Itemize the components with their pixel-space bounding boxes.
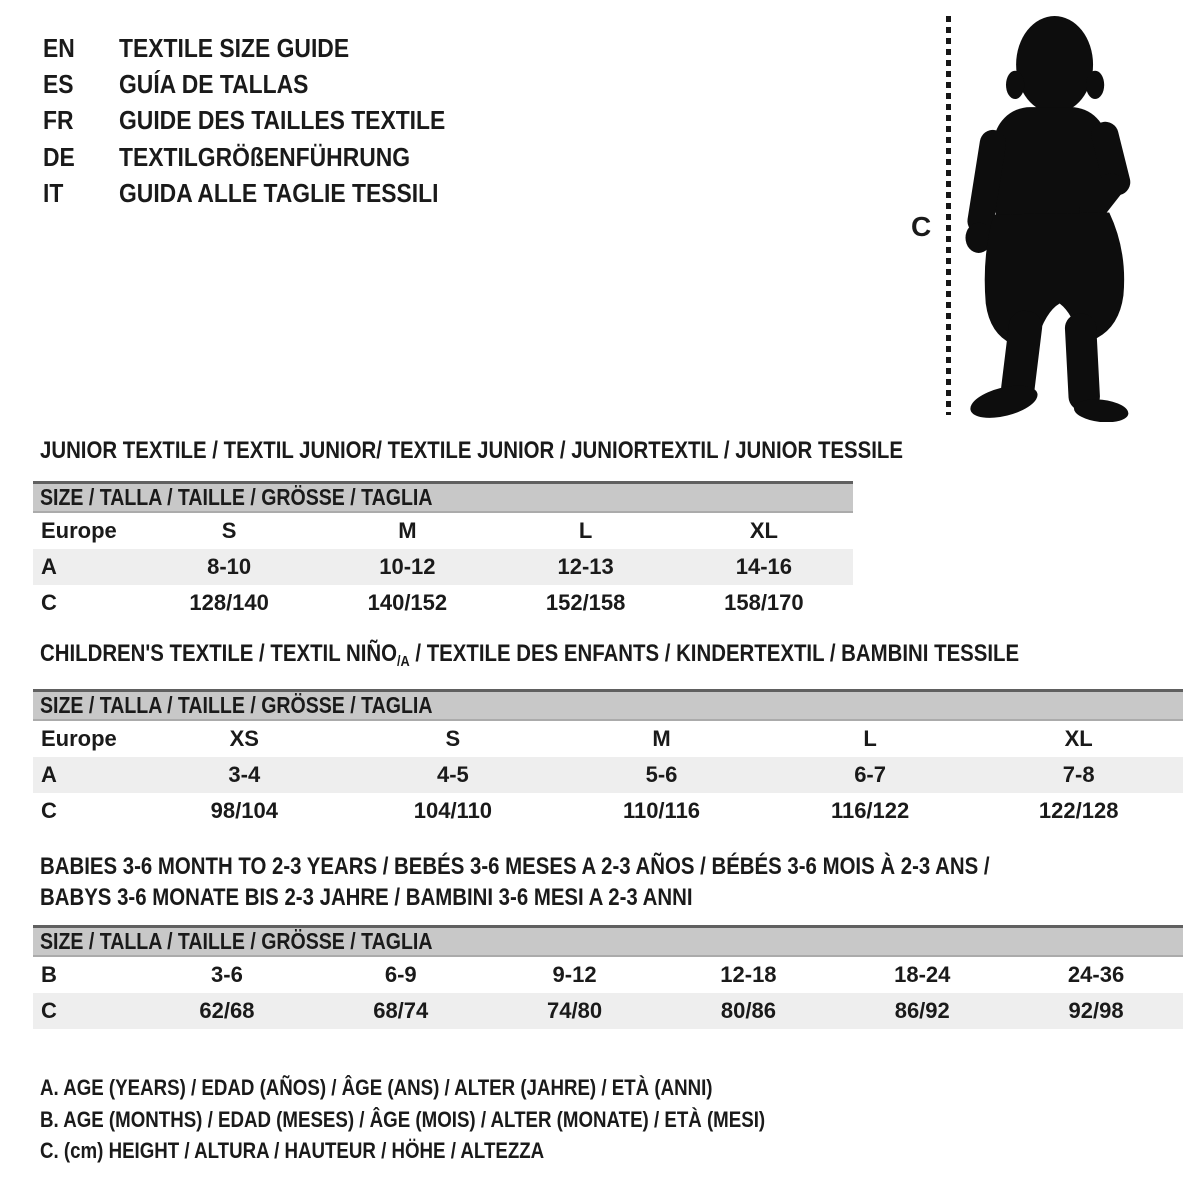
lang-row-it [43,176,490,212]
lang-row-en [43,30,490,66]
lang-label-de: TEXTILGRÖßENFÜHRUNG [119,141,411,172]
age-cell: 9-12 [552,962,597,987]
lang-label-it: GUIDA ALLE TAGLIE TESSILI [119,178,439,209]
lang-label-en: TEXTILE SIZE GUIDE [119,32,350,63]
legend-line-c: C. (cm) HEIGHT / ALTURA / HAUTEUR / HÖHE / ALTEZZA [40,1138,545,1163]
children-size-table [33,689,1183,829]
row-label: Europe [41,518,117,543]
age-cell: 3-4 [228,762,261,787]
row-label: B [41,962,57,987]
age-cell: 18-24 [894,962,951,987]
babies-table-size-header: SIZE / TALLA / TAILLE / GRÖSSE / TAGLIA [33,925,1183,957]
lang-code-it: IT [43,178,64,209]
size-cell: XL [749,518,778,543]
height-cell: 140/152 [367,590,448,615]
lang-label-es: GUÍA DE TALLAS [119,69,309,100]
lang-row-es [43,66,490,102]
height-cell: 92/98 [1068,998,1124,1023]
lang-row-fr [43,103,490,139]
table-row [33,549,853,585]
junior-section-title: JUNIOR TEXTILE / TEXTIL JUNIOR/ TEXTILE JUNIOR / JUNIORTEXTIL / JUNIOR TESSILE [40,437,903,464]
height-cell: 110/116 [622,798,701,823]
height-dashed-line [946,16,951,415]
age-cell: 12-13 [557,554,614,579]
height-cell: 86/92 [894,998,950,1023]
height-cell: 98/104 [210,798,278,823]
height-cell: 122/128 [1038,798,1119,823]
size-cell: S [445,726,461,751]
junior-size-table [33,481,853,621]
lang-code-en: EN [43,32,75,63]
age-cell: 3-6 [211,962,243,987]
baby-silhouette-icon [958,12,1138,422]
row-label: A [41,554,57,579]
height-cell: 62/68 [199,998,255,1023]
legend-line-a: A. AGE (YEARS) / EDAD (AÑOS) / ÂGE (ANS) / ALTER (JAHRE) / ETÀ (ANNI) [40,1075,713,1100]
measurement-legend [40,1072,893,1167]
height-cell: 104/110 [413,798,493,823]
size-cell: L [863,726,877,751]
table-row [33,513,853,549]
row-label: A [41,762,57,787]
height-cell: 158/170 [724,590,804,615]
age-cell: 4-5 [436,762,469,787]
babies-size-table [33,925,1183,1029]
language-guide-list [43,30,490,212]
row-label: C [41,590,57,615]
height-measure-label: C [911,211,932,242]
size-cell: M [652,726,671,751]
table-row [33,793,1183,829]
age-cell: 14-16 [735,554,793,579]
babies-section-title: BABIES 3-6 MONTH TO 2-3 YEARS / BEBÉS 3-6 MESES A 2-3 AÑOS / BÉBÉS 3-6 MOIS À 2-3 ANS / BABYS 3-6 MONATE BIS 2-3 JAHRE / BAMBINI 3-6 MESI A 2-3 ANNI [40,853,990,911]
table-row [33,721,1183,757]
height-cell: 116/122 [830,798,910,823]
size-cell: L [578,518,593,543]
title-subscript: /A [396,653,410,670]
size-cell: XL [1064,726,1093,751]
age-cell: 24-36 [1067,962,1125,987]
lang-code-fr: FR [43,105,74,136]
row-label: Europe [41,726,117,751]
lang-label-fr: GUIDE DES TAILLES TEXTILE [119,105,446,136]
row-label: C [41,798,57,823]
size-cell: XS [229,726,259,751]
age-cell: 6-9 [384,962,417,987]
row-label: C [41,998,57,1023]
lang-code-de: DE [43,141,75,172]
size-cell: M [398,518,417,543]
height-cell: 74/80 [547,998,603,1023]
children-section-title: CHILDREN'S TEXTILE / TEXTIL $NIÑO_{/A}$ / TEXTILE DES ENFANTS / KINDERTEXTIL / BAMBINI TESSILE [40,640,1020,670]
height-cell: 152/158 [545,590,626,615]
table-row [33,757,1183,793]
table-row [33,957,1183,993]
size-cell: S [221,518,237,543]
height-cell: 68/74 [373,998,429,1023]
age-cell: 7-8 [1062,762,1095,787]
junior-table-size-header: SIZE / TALLA / TAILLE / GRÖSSE / TAGLIA [33,481,853,513]
age-cell: 10-12 [379,554,436,579]
legend-line-b: B. AGE (MONTHS) / EDAD (MESES) / ÂGE (MOIS) / ALTER (MONATE) / ETÀ (MESI) [40,1106,766,1132]
table-row [33,585,853,621]
height-cell: 128/140 [189,590,269,615]
height-cell: 80/86 [720,998,776,1023]
age-cell: 8-10 [207,554,252,579]
lang-code-es: ES [43,69,74,100]
age-cell: 5-6 [645,762,678,787]
lang-row-de [43,139,490,175]
children-table-size-header: SIZE / TALLA / TAILLE / GRÖSSE / TAGLIA [33,689,1183,721]
table-row [33,993,1183,1029]
age-cell: 6-7 [854,762,886,787]
age-cell: 12-18 [720,962,777,987]
